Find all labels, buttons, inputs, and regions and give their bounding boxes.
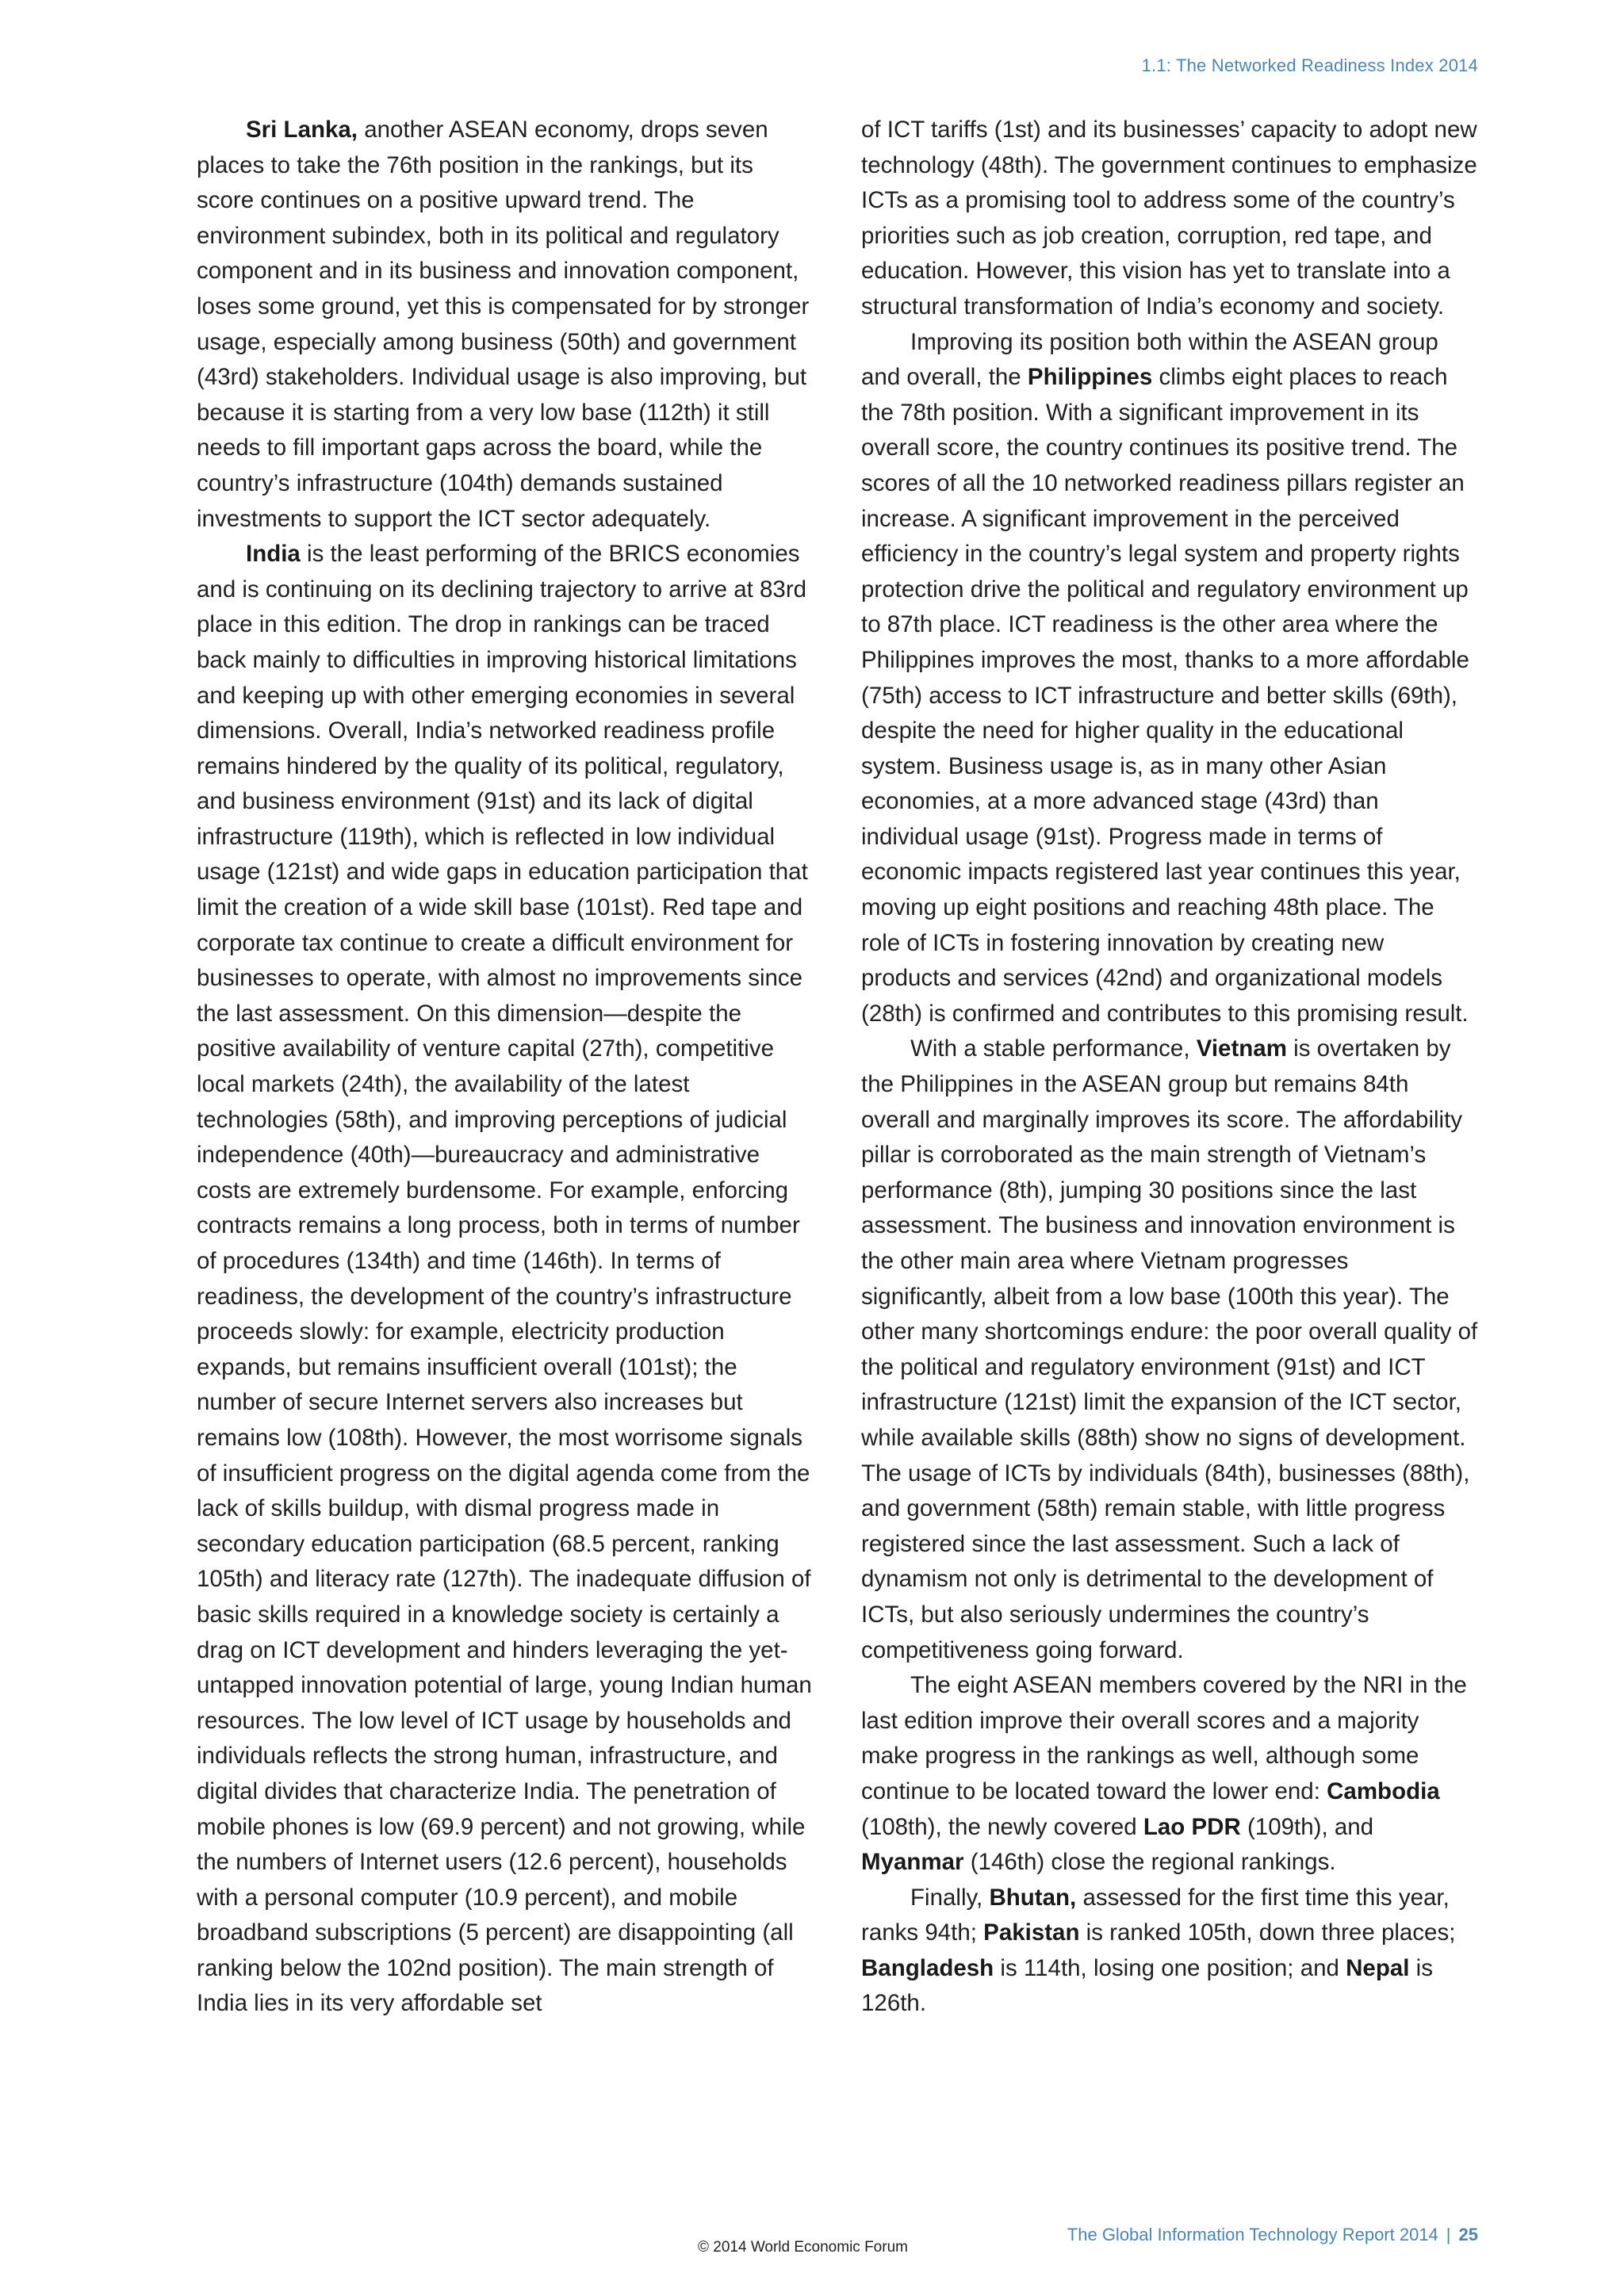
page-number: 25 xyxy=(1458,2225,1478,2244)
paragraph-text: is overtaken by the Philippines in the ASEAN group but remains 84th overall and marginally improves its score. The affordability pillar is corroborated as the main strength of Vietnam’s performance (8th), jumping 30 positions since the last assessment. The business and innovation environment is the other main area where Vietnam progresses significantly, albeit from a low base (100th this year). The other many shortcomings endure: the poor overall quality of the political and regulatory environment (91st) and ICT infrastructure (121st) limit the expansion of the ICT sector, while available skills (88th) show no signs of development. The usage of ICTs by individuals (84th), businesses (88th), and government (58th) remain stable, with little progress registered since the last assessment. Such a lack of dynamism not only is detrimental to the development of ICTs, but also seriously undermines the country’s competitiveness going forward. xyxy=(861,1035,1478,1663)
paragraph-text: (109th), and xyxy=(1240,1813,1374,1840)
left-column xyxy=(197,113,815,2022)
country-name-sri-lanka: Sri Lanka, xyxy=(246,117,358,143)
country-name-bhutan: Bhutan, xyxy=(989,1884,1077,1911)
copyright: © 2014 World Economic Forum xyxy=(698,2239,908,2256)
country-name-cambodia: Cambodia xyxy=(1327,1777,1440,1804)
paragraph-text: (146th) close the regional rankings. xyxy=(963,1849,1336,1876)
paragraph-vietnam xyxy=(861,1031,1480,1668)
paragraph-text: Improving its position both within the ASEAN group and overall, the xyxy=(861,328,1438,391)
footer-separator: | xyxy=(1446,2225,1451,2244)
paragraph-text: assessed for the first time this year, ranks 94th; xyxy=(861,1884,1450,1946)
country-name-pakistan: Pakistan xyxy=(983,1919,1080,1946)
paragraph-text: The eight ASEAN members covered by the NRI in the last edition improve their overall scores and a majority make progress in the rankings as well, although some continue to be located toward the lower end: xyxy=(861,1672,1467,1804)
footer-report-line xyxy=(1067,2225,1478,2245)
paragraph-south-asia xyxy=(861,1881,1480,2022)
paragraph-text: is ranked 105th, down three places; xyxy=(1079,1919,1456,1946)
paragraph-text: is 126th. xyxy=(861,1954,1433,2017)
country-name-lao-pdr: Lao PDR xyxy=(1143,1813,1241,1840)
country-name-bangladesh: Bangladesh xyxy=(861,1954,994,1981)
country-name-vietnam: Vietnam xyxy=(1196,1035,1287,1062)
country-name-philippines: Philippines xyxy=(1027,364,1153,391)
paragraph-india xyxy=(197,537,815,2022)
paragraph-text: climbs eight places to reach the 78th position. With a significant improvement in its overall score, the country continues its positive trend. The scores of all the 10 networked readiness pillars register an increase. A significant improvement in the perceived efficiency in the country’s legal system and property rights protection drive the political and regulatory environment up to 87th place. ICT readiness is the other area where the Philippines improves the most, thanks to a more affordable (75th) access to ICT infrastructure and better skills (69th), despite the need for higher quality in the educational system. Business usage is, as in many other Asian economies, at a more advanced stage (43rd) than individual usage (91st). Progress made in terms of economic impacts registered last year continues this year, moving up eight positions and reaching 48th place. The role of ICTs in fostering innovation by creating new products and services (42nd) and organizational models (28th) is confirmed and contributes to this promising result. xyxy=(861,364,1469,1027)
paragraph-asean xyxy=(861,1668,1480,1881)
paragraph-text: Finally, xyxy=(910,1884,990,1911)
paragraph-philippines xyxy=(861,325,1480,1032)
report-title: The Global Information Technology Report 2014 xyxy=(1067,2225,1438,2244)
paragraph-text: another ASEAN economy, drops seven places to take the 76th position in the rankings, but its score continues on a positive upward trend. The environment subindex, both in its political and regulatory component and in its business and innovation component, loses some ground, yet this is compensated for by stronger usage, especially among business (50th) and government (43rd) stakeholders. Individual usage is also improving, but because it is starting from a very low base (112th) it still needs to fill important gaps across the board, while the country’s infrastructure (104th) demands sustained investments to support the ICT sector adequately. xyxy=(197,117,810,532)
paragraph-text: is the least performing of the BRICS economies and is continuing on its declining trajectory to arrive at 83rd place in this edition. The drop in rankings can be traced back mainly to difficulties in improving historical limitations and keeping up with other emerging economies in several dimensions. Overall, India’s networked readiness profile remains hindered by the quality of its political, regulatory, and business environment (91st) and its lack of digital infrastructure (119th), which is reflected in low individual usage (121st) and wide gaps in education participation that limit the creation of a wide skill base (101st). Red tape and corporate tax continue to create a difficult environment for businesses to operate, with almost no improvements since the last assessment. On this dimension—despite the positive availability of venture capital (27th), competitive local markets (24th), the availability of the latest technologies (58th), and improving perceptions of judicial independence (40th)—bureaucracy and administrative costs are extremely burdensome. For example, enforcing contracts remains a long process, both in terms of number of procedures (134th) and time (146th). In terms of readiness, the development of the country’s infrastructure proceeds slowly: for example, electricity production expands, but remains insufficient overall (101st); the number of secure Internet servers also increases but remains low (108th). However, the most worrisome signals of insufficient progress on the digital agenda come from the lack of skills buildup, with dismal progress made in secondary education participation (68.5 percent, ranking 105th) and literacy rate (127th). The inadequate diffusion of basic skills required in a knowledge society is certainly a drag on ICT development and hinders leveraging the yet-untapped innovation potential of large, young Indian human resources. The low level of ICT usage by households and individuals reflects the strong human, infrastructure, and digital divides that characterize India. The penetration of mobile phones is low (69.9 percent) and not growing, while the numbers of Internet users (12.6 percent), households with a personal computer (10.9 percent), and mobile broadband subscriptions (5 percent) are disappointing (all ranking below the 102nd position). The main strength of India lies in its very affordable set xyxy=(197,541,812,2017)
paragraph-text: is 114th, losing one position; and xyxy=(994,1954,1346,1981)
paragraph-india-continued: of ICT tariffs (1st) and its businesses’ capacity to adopt new technology (48th). The government continues to emphasize ICTs as a promising tool to address some of the country’s priorities such as job creation, corruption, red tape, and education. However, this vision has yet to translate into a structural transformation of India’s economy and society. xyxy=(861,117,1477,320)
country-name-myanmar: Myanmar xyxy=(861,1849,964,1876)
right-column xyxy=(861,113,1480,2022)
running-head: 1.1: The Networked Readiness Index 2014 xyxy=(1141,55,1478,75)
paragraph-text: (108th), the newly covered xyxy=(861,1813,1143,1840)
country-name-nepal: Nepal xyxy=(1346,1954,1410,1981)
paragraph-text: With a stable performance, xyxy=(910,1035,1197,1062)
paragraph-sri-lanka xyxy=(197,113,815,537)
country-name-india: India xyxy=(246,541,301,568)
